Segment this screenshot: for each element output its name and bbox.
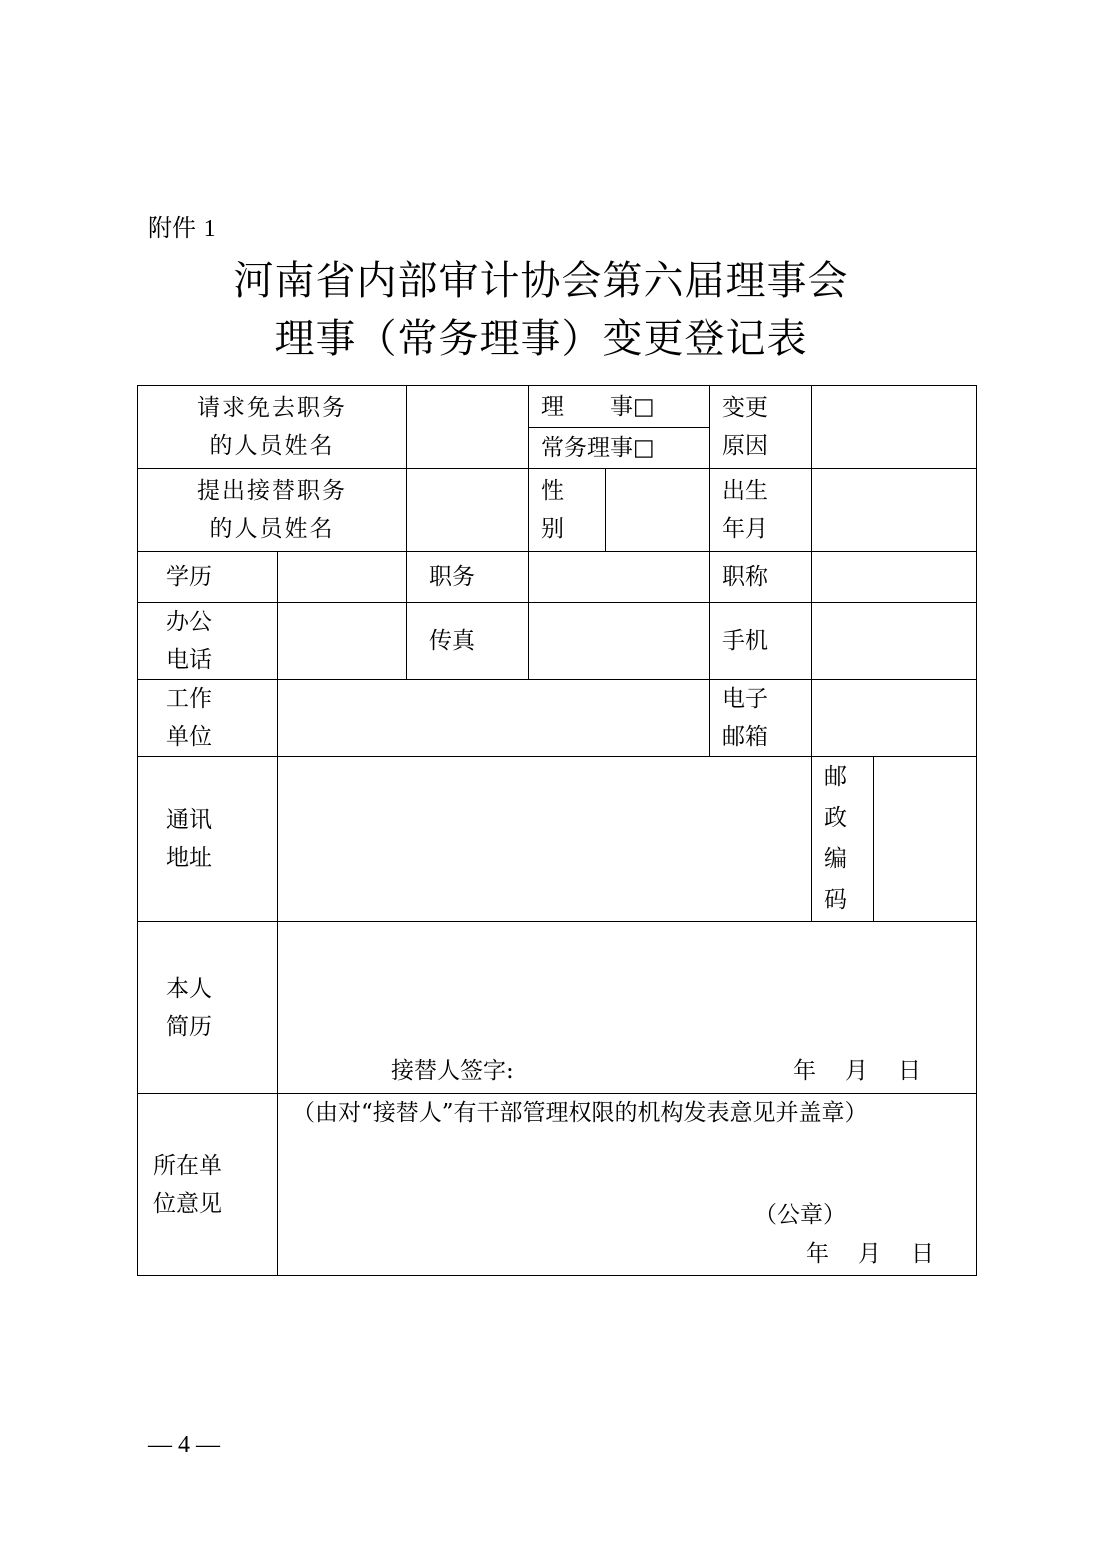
opinion-date-year: 年 (806, 1241, 829, 1267)
signature-label: 接替人签字: (391, 1058, 514, 1084)
education-field[interactable] (278, 552, 407, 603)
opinion-date-day: 日 (911, 1241, 934, 1267)
fax-label: 传真 (407, 603, 529, 680)
education-label: 学历 (138, 552, 278, 603)
position-field[interactable] (529, 552, 710, 603)
registration-form-table (137, 385, 977, 1276)
form-title-line2: 理事（常务理事）变更登记表 (274, 316, 808, 362)
fax-field[interactable] (529, 603, 710, 680)
change-reason-field[interactable] (812, 386, 977, 469)
successor-name-label: 提出接替职务 的人员姓名 (138, 469, 407, 552)
resume-date-year: 年 (793, 1058, 816, 1084)
attachment-label: 附件 1 (148, 214, 216, 242)
birth-field[interactable] (812, 469, 977, 552)
address-label: 通讯 地址 (138, 757, 278, 922)
title-rank-label: 职称 (710, 552, 812, 603)
resume-date-day: 日 (898, 1058, 921, 1084)
work-unit-label: 工作 单位 (138, 680, 278, 757)
successor-name-field[interactable] (407, 469, 529, 552)
option-standing-director-checkbox[interactable]: 常务理事□ (529, 428, 710, 469)
resume-label: 本人 简历 (138, 922, 278, 1094)
email-field[interactable] (812, 680, 977, 757)
postcode-label: 邮 政 编 码 (812, 757, 874, 922)
unit-opinion-note: （由对“接替人”有干部管理权限的机构发表意见并盖章） (292, 1100, 868, 1126)
gender-label: 性 别 (529, 469, 606, 552)
remove-name-field[interactable] (407, 386, 529, 469)
page-number: — 4 — (148, 1432, 220, 1458)
postcode-field[interactable] (874, 757, 977, 922)
resume-date-month: 月 (845, 1058, 868, 1084)
unit-opinion-label: 所在单 位意见 (138, 1094, 278, 1276)
birth-label: 出生 年月 (710, 469, 812, 552)
resume-field[interactable] (278, 922, 977, 1094)
work-unit-field[interactable] (278, 680, 710, 757)
office-phone-label: 办公 电话 (138, 603, 278, 680)
mobile-field[interactable] (812, 603, 977, 680)
position-label: 职务 (407, 552, 529, 603)
option-director-checkbox[interactable]: 理 事□ (529, 386, 710, 428)
unit-opinion-field[interactable] (278, 1094, 977, 1276)
attachment-number: 1 (203, 216, 216, 242)
opinion-date-month: 月 (858, 1241, 881, 1267)
remove-name-label: 请求免去职务 的人员姓名 (138, 386, 407, 469)
office-phone-field[interactable] (278, 603, 407, 680)
gender-field[interactable] (606, 469, 710, 552)
mobile-label: 手机 (710, 603, 812, 680)
address-field[interactable] (278, 757, 812, 922)
title-rank-field[interactable] (812, 552, 977, 603)
email-label: 电子 邮箱 (710, 680, 812, 757)
change-reason-label: 变更 原因 (710, 386, 812, 469)
seal-label: （公章） (754, 1202, 846, 1228)
form-title-line1: 河南省内部审计协会第六届理事会 (233, 258, 849, 304)
